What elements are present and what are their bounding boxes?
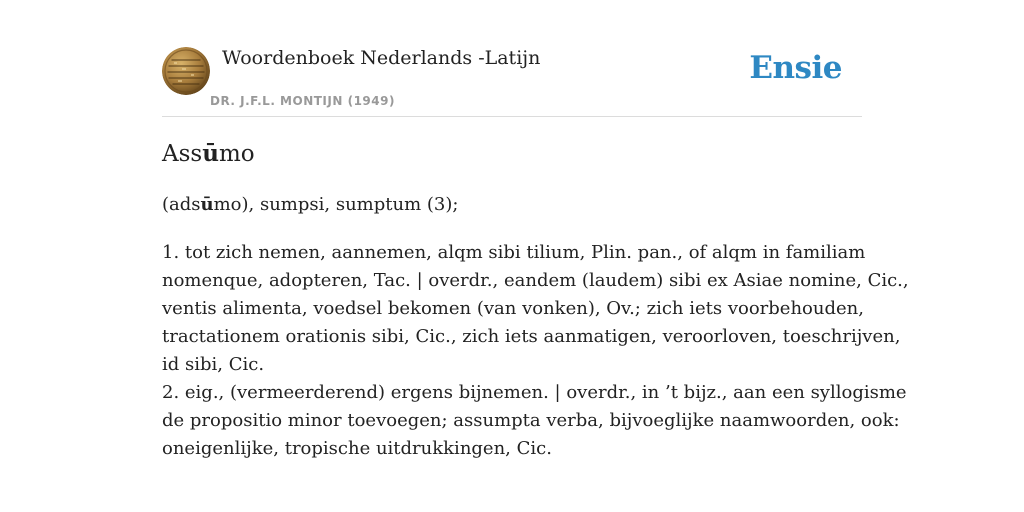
definition-line: oneigenlijke, tropische uitdrukkingen, Cic.	[162, 438, 552, 459]
definition-line: 2. eig., (vermeerderend) ergens bijnemen. | overdr., in ’t bijz., aan een syllogisme	[162, 382, 907, 403]
definition-line: ventis alimenta, voedsel bekomen (van vonken), Ov.; zich iets voorbehouden,	[162, 298, 864, 319]
forms-part: mo), sumpsi, sumptum (3);	[213, 194, 459, 215]
entry-headword	[162, 140, 255, 167]
book-title[interactable]: Woordenboek Nederlands -Latijn	[222, 47, 541, 69]
headword-long-vowel: ū	[202, 140, 219, 167]
forms-part: (ads	[162, 194, 201, 215]
entry-definition	[162, 239, 909, 463]
definition-line: tractationem orationis sibi, Cic., zich iets aanmatigen, veroorloven, toeschrijven,	[162, 326, 901, 347]
headword-part: Ass	[162, 141, 203, 167]
antique-coin-logo-icon[interactable]	[162, 47, 210, 95]
book-header	[162, 46, 862, 117]
definition-line: de propositio minor toevoegen; assumpta verba, bijvoeglijke naamwoorden, ook:	[162, 410, 900, 431]
headword-part: mo	[218, 141, 255, 167]
ensie-brand-logo[interactable]: Ensie	[749, 50, 842, 86]
definition-line: 1. tot zich nemen, aannemen, alqm sibi tilium, Plin. pan., of alqm in familiam	[162, 242, 866, 263]
entry-forms	[162, 194, 458, 215]
book-author: DR. J.F.L. MONTIJN (1949)	[210, 94, 395, 108]
definition-line: nomenque, adopteren, Tac. | overdr., eandem (laudem) sibi ex Asiae nomine, Cic.,	[162, 270, 909, 291]
forms-long-vowel: ū	[200, 194, 214, 215]
definition-line: id sibi, Cic.	[162, 354, 265, 375]
